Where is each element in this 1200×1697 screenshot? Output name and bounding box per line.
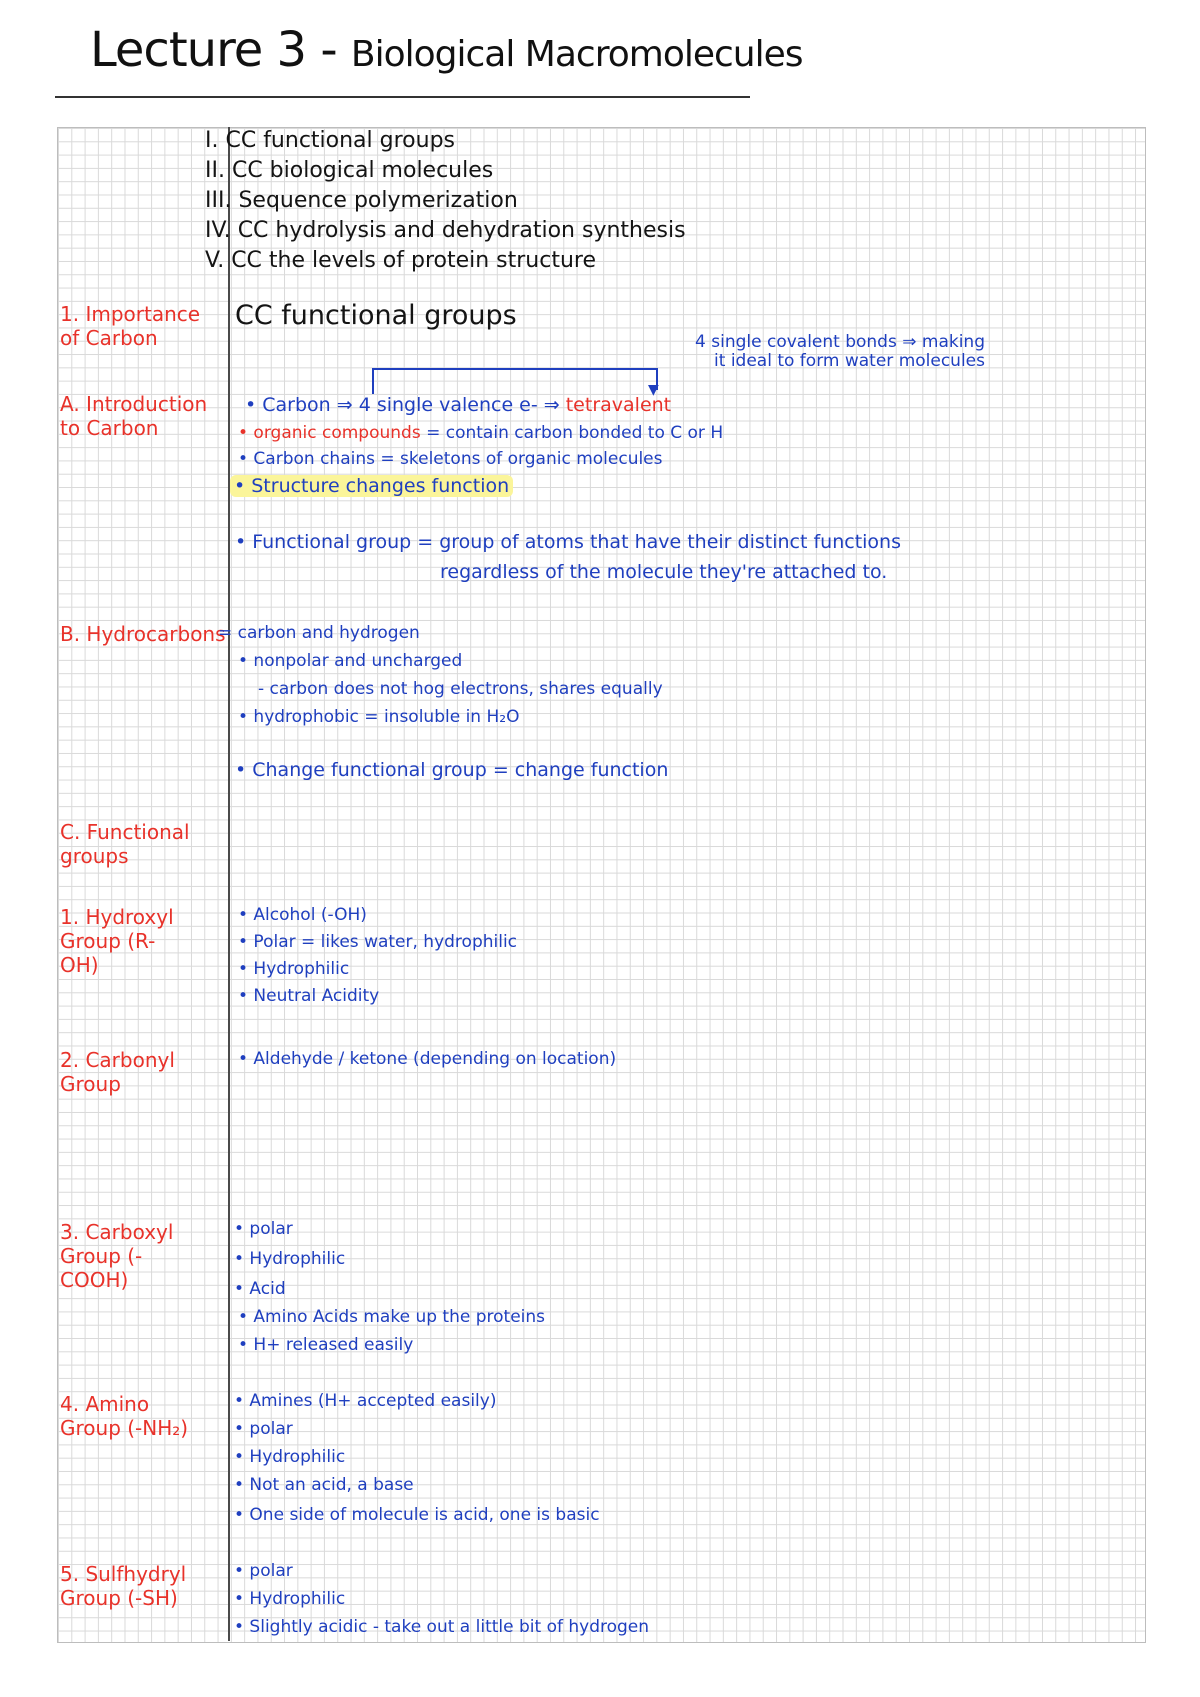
carbon-chains-line: • Carbon chains = skeletons of organic molecules [238,449,663,469]
title-underline [55,96,750,98]
section-b-label: B. Hydrocarbons [60,622,226,646]
sulfhydryl-item: • Slightly acidic - take out a little bit of hydrogen [234,1617,650,1637]
section-1-label: 1. Importance of Carbon [60,302,201,350]
hydrocarbons-item: • hydrophobic = insoluble in H₂O [238,707,520,727]
carboxyl-item: • H+ released easily [238,1335,414,1355]
functional-group-line-1: • Functional group = group of atoms that have their distinct functions [235,531,901,553]
hydroxyl-item: • Neutral Acidity [238,986,380,1006]
organic-compounds-def: = contain carbon bonded to C or H [420,423,724,443]
page-title [90,22,803,78]
section-1-heading: CC functional groups [235,300,517,331]
carboxyl-item: • Acid [234,1279,286,1299]
outline-item: I. CC functional groups [205,128,456,153]
outline-item: II. CC biological molecules [205,158,494,183]
carbon-line [245,395,671,417]
amino-item: • Not an acid, a base [234,1475,414,1495]
carbonyl-label: 2. Carbonyl Group [60,1048,175,1096]
carboxyl-item: • Hydrophilic [234,1249,346,1269]
title-topic: Biological Macromolecules [350,34,803,75]
outline-item: V. CC the levels of protein structure [205,248,597,273]
sulfhydryl-item: • polar [234,1561,293,1581]
outline-item: III. Sequence polymerization [205,188,518,213]
carbonyl-item: • Aldehyde / ketone (depending on location) [238,1049,617,1069]
carboxyl-item: • Amino Acids make up the proteins [238,1307,546,1327]
hydrocarbons-item: - carbon does not hog electrons, shares equally [258,679,663,699]
section-a-label: A. Introduction to Carbon [60,392,208,440]
carboxyl-label: 3. Carboxyl Group (-COOH) [60,1220,174,1292]
carboxyl-item: • polar [234,1219,293,1239]
hydrocarbons-item: • Change functional group = change function [235,759,669,781]
title-lecture: Lecture 3 - [90,22,351,78]
section-c-label: C. Functional groups [60,820,190,868]
hydrocarbons-item: • nonpolar and uncharged [238,651,463,671]
hydroxyl-item: • Alcohol (-OH) [238,905,367,925]
hydroxyl-item: • Polar = likes water, hydrophilic [238,932,518,952]
margin-divider [228,127,230,1641]
amino-item: • One side of molecule is acid, one is basic [234,1505,600,1525]
structure-function-line [230,476,513,498]
hydroxyl-label: 1. Hydroxyl Group (R-OH) [60,905,174,977]
highlighted-text: • Structure changes function [230,475,513,497]
sulfhydryl-label: 5. Sulfhydryl Group (-SH) [60,1562,187,1610]
functional-group-line-2: regardless of the molecule they're attached to. [440,561,888,583]
organic-compounds-line [238,424,723,444]
amino-item: • Amines (H+ accepted easily) [234,1391,497,1411]
hydrocarbons-def: = carbon and hydrogen [218,623,420,643]
bracket-arrow-left [372,368,374,394]
sulfhydryl-item: • Hydrophilic [234,1589,346,1609]
hydroxyl-item: • Hydrophilic [238,959,350,979]
carbon-line-text: • Carbon ⇒ 4 single valence e- ⇒ [245,394,560,416]
amino-item: • Hydrophilic [234,1447,346,1467]
amino-item: • polar [234,1419,293,1439]
covalent-bonds-note: 4 single covalent bonds ⇒ making it ideal to form water molecules [695,332,985,371]
amino-label: 4. Amino Group (-NH₂) [60,1392,189,1440]
outline-item: IV. CC hydrolysis and dehydration synthesis [205,218,686,243]
organic-compounds-term: • organic compounds [238,423,421,443]
bracket-arrow-top [372,368,658,370]
arrow-head-icon: ▼ [648,382,659,398]
tetravalent-text: tetravalent [565,394,672,416]
